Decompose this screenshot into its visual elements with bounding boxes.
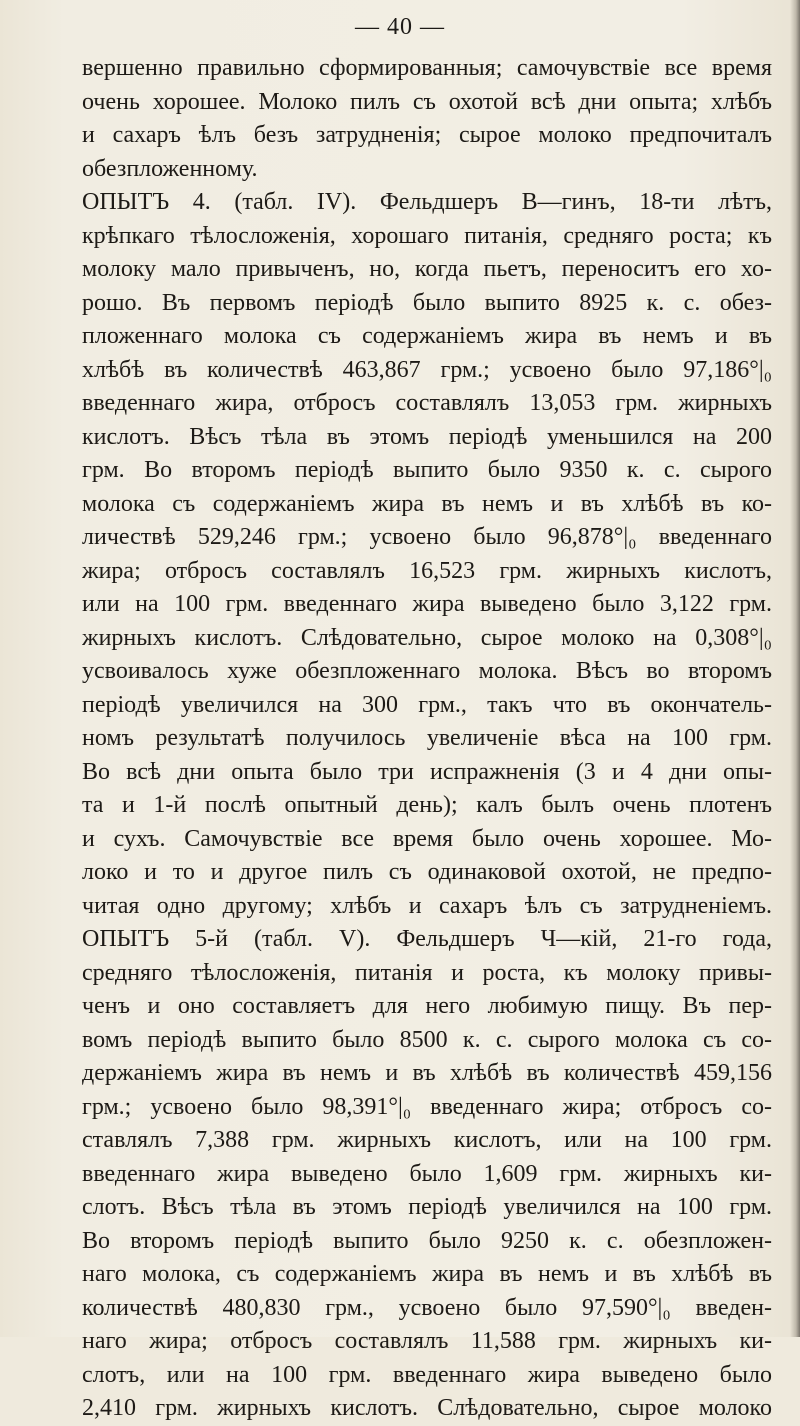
page-edge-shadow (790, 0, 800, 1337)
text-line: вершенно правильно сформированныя; самочувствіе все время (82, 55, 772, 81)
text-line: жирныхъ кислотъ. Слѣдовательно, сырое молоко на 0,308°|₀ (82, 624, 772, 651)
text-line: локо и то и другое пилъ съ одинаковой охотой, не предпо- (82, 859, 772, 885)
text-line: читая одно другому; хлѣбъ и сахаръ ѣлъ съ затрудненіемъ. (82, 892, 772, 919)
text-line: держаніемъ жира въ немъ и въ хлѣбѣ въ количествѣ 459,156 (82, 1060, 772, 1086)
text-line: обезпложенному. (82, 155, 258, 182)
text-line: та и 1-й послѣ опытный день); калъ былъ очень плотенъ (82, 792, 772, 818)
text-line: очень хорошее. Молоко пилъ съ охотой всѣ дни опыта; хлѣбъ (82, 88, 772, 115)
text-line: пложеннаго молока съ содержаніемъ жира въ немъ и въ (82, 323, 772, 349)
text-line: 2,410 грм. жирныхъ кислотъ. Слѣдовательно, сырое молоко (82, 1395, 772, 1421)
text-line: крѣпкаго тѣлосложенія, хорошаго питанія, средняго роста; къ (82, 222, 772, 249)
text-line: грм.; усвоено было 98,391°|₀ введеннаго жира; отбросъ со- (82, 1093, 772, 1120)
page-number: — 40 — (355, 14, 445, 40)
text-line: ОПЫТЪ 4. (табл. IV). Фельдшеръ В—гинъ, 18-ти лѣтъ, (82, 189, 772, 215)
text-line: наго молока, съ содержаніемъ жира въ немъ и въ хлѣбѣ въ (82, 1261, 772, 1287)
text-line: вомъ періодѣ выпито было 8500 к. с. сырого молока съ со- (82, 1026, 772, 1053)
text-line: усвоивалось хуже обезпложеннаго молока. Вѣсъ во второмъ (82, 658, 772, 684)
text-line: хлѣбѣ въ количествѣ 463,867 грм.; усвоено было 97,186°|₀ (82, 356, 772, 383)
text-line: ставлялъ 7,388 грм. жирныхъ кислотъ, или на 100 грм. (82, 1127, 772, 1153)
text-line: кислотъ. Вѣсъ тѣла въ этомъ періодѣ уменьшился на 200 (82, 423, 772, 450)
text-line: слотъ, или на 100 грм. введеннаго жира выведено было (82, 1361, 772, 1388)
text-line: номъ результатѣ получилось увеличеніе вѣса на 100 грм. (82, 725, 772, 751)
text-line: молока съ содержаніемъ жира въ немъ и въ хлѣбѣ въ ко- (82, 490, 772, 517)
text-line: и сахаръ ѣлъ безъ затрудненія; сырое молоко предпочиталъ (82, 122, 772, 148)
body-text (82, 52, 772, 1426)
text-line: Во второмъ періодѣ выпито было 9250 к. с. обезпложен- (82, 1227, 772, 1254)
text-line: введеннаго жира, отбросъ составлялъ 13,053 грм. жирныхъ (82, 390, 772, 416)
text-line: грм. Во второмъ періодѣ выпито было 9350 к. с. сырого (82, 457, 772, 483)
text-line: и сухъ. Самочувствіе все время было очень хорошее. Мо- (82, 825, 772, 852)
text-line: или на 100 грм. введеннаго жира выведено было 3,122 грм. (82, 591, 772, 617)
text-line: ОПЫТЪ 5-й (табл. V). Фельдшеръ Ч—кій, 21-го года, (82, 926, 772, 952)
text-line: жира; отбросъ составлялъ 16,523 грм. жирныхъ кислотъ, (82, 557, 772, 584)
text-line: ченъ и оно составляетъ для него любимую пищу. Въ пер- (82, 993, 772, 1019)
text-line: періодѣ увеличился на 300 грм., такъ что въ окончатель- (82, 691, 772, 718)
text-line: наго жира; отбросъ составлялъ 11,588 грм. жирныхъ ки- (82, 1328, 772, 1354)
text-line: введеннаго жира выведено было 1,609 грм. жирныхъ ки- (82, 1160, 772, 1187)
text-line: Во всѣ дни опыта было три испражненія (3 и 4 дни опы- (82, 758, 772, 785)
text-line: слотъ. Вѣсъ тѣла въ этомъ періодѣ увеличился на 100 грм. (82, 1194, 772, 1220)
text-line: рошо. Въ первомъ періодѣ было выпито 8925 к. с. обез- (82, 289, 772, 316)
text-line: средняго тѣлосложенія, питанія и роста, къ молоку привы- (82, 959, 772, 986)
text-line: личествѣ 529,246 грм.; усвоено было 96,878°|₀ введеннаго (82, 524, 772, 550)
text-line: количествѣ 480,830 грм., усвоено было 97,590°|₀ введен- (82, 1294, 772, 1321)
text-line: молоку мало привыченъ, но, когда пьетъ, переноситъ его хо- (82, 256, 772, 282)
